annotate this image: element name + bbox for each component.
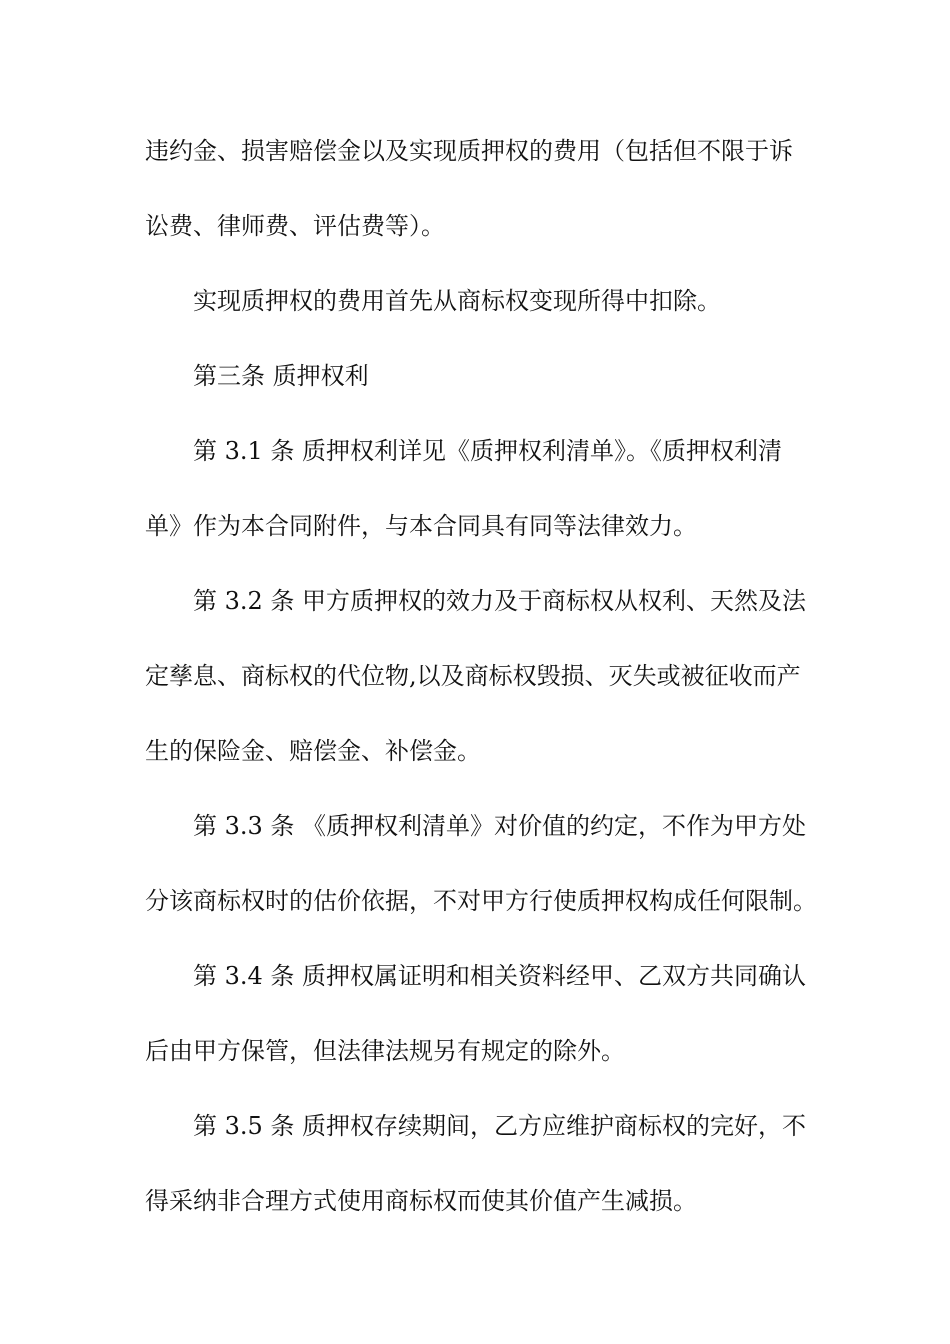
paragraph-line: 后由甲方保管，但法律法规另有规定的除外。 bbox=[145, 1037, 625, 1065]
paragraph-line: 定孳息、商标权的代位物,以及商标权毁损、灭失或被征收而产 bbox=[145, 662, 801, 690]
paragraph-line: 分该商标权时的估价依据，不对甲方行使质押权构成任何限制。 bbox=[145, 887, 817, 915]
paragraph-line: 单》作为本合同附件，与本合同具有同等法律效力。 bbox=[145, 512, 697, 540]
paragraph-line: 违约金、损害赔偿金以及实现质押权的费用（包括但不限于诉 bbox=[145, 137, 793, 165]
paragraph-line: 第 3.3 条 《质押权利清单》对价值的约定，不作为甲方处 bbox=[193, 812, 807, 840]
paragraph-line: 第 3.5 条 质押权存续期间，乙方应维护商标权的完好，不 bbox=[193, 1112, 807, 1140]
section-heading: 第三条 质押权利 bbox=[193, 362, 369, 390]
paragraph-line: 第 3.1 条 质押权利详见《质押权利清单》。《质押权利清 bbox=[193, 437, 783, 465]
paragraph-line: 生的保险金、赔偿金、补偿金。 bbox=[145, 737, 481, 765]
paragraph-line: 第 3.4 条 质押权属证明和相关资料经甲、乙双方共同确认 bbox=[193, 962, 807, 990]
paragraph-line: 得采纳非合理方式使用商标权而使其价值产生减损。 bbox=[145, 1187, 697, 1215]
paragraph-line: 第 3.2 条 甲方质押权的效力及于商标权从权利、天然及法 bbox=[193, 587, 807, 615]
paragraph-line: 讼费、律师费、评估费等）。 bbox=[145, 212, 445, 240]
paragraph-line: 实现质押权的费用首先从商标权变现所得中扣除。 bbox=[193, 287, 721, 315]
